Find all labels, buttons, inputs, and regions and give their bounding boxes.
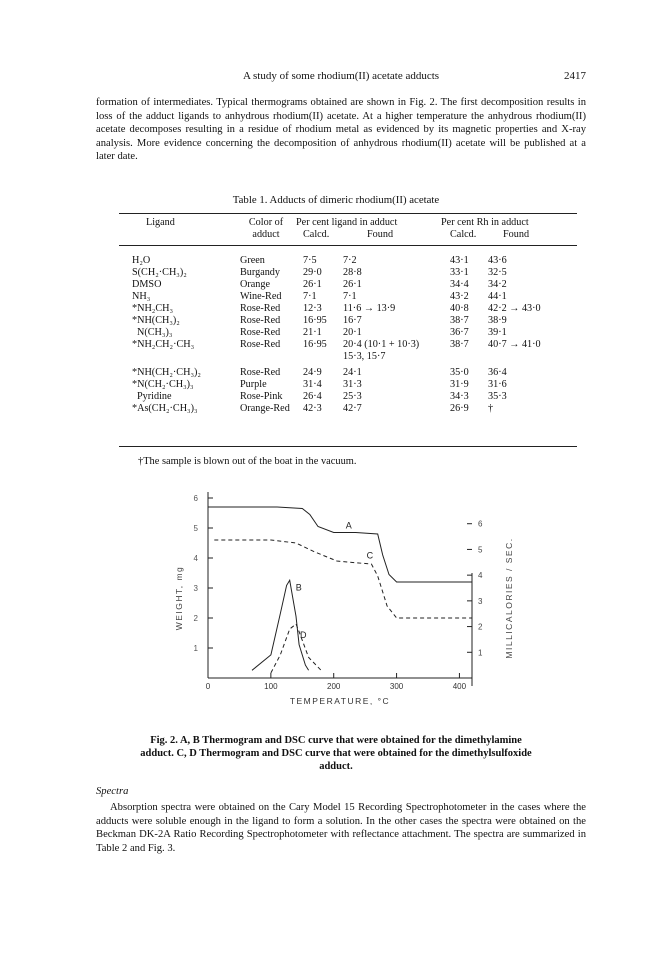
chart-axes (208, 492, 472, 686)
running-title: A study of some rhodium(II) acetate adducts (242, 70, 440, 82)
cell-color: Rose-Red (240, 327, 281, 338)
cell-ligand-calcd: 7·5 (303, 255, 317, 266)
cell-ligand-calcd: 42·3 (303, 403, 322, 414)
cell-ligand-calcd: 21·1 (303, 327, 322, 338)
cell-rh-calcd: 26·9 (450, 403, 469, 414)
cell-color: Rose-Red (240, 367, 281, 378)
cell-color: Wine-Red (240, 291, 282, 302)
cell-ligand: *NH(CH₂·CH₃)₂ (132, 367, 201, 378)
cell-ligand-found: 20·1 (343, 327, 362, 338)
table-bottom-rule (119, 446, 577, 447)
y-tick-label: 6 (193, 494, 198, 503)
cell-rh-calcd: 40·8 (450, 303, 469, 314)
header-rh-calcd: Calcd. (450, 229, 477, 240)
y2-tick-label: 5 (478, 545, 483, 555)
cell-ligand-calcd: 29·0 (303, 267, 322, 278)
cell-rh-calcd: 43·1 (450, 255, 469, 266)
thermogram-chart (170, 478, 530, 733)
cell-rh-calcd: 43·2 (450, 291, 469, 302)
figure-caption-line3: adduct. (319, 761, 353, 773)
figure-caption-line1: Fig. 2. A, B Thermogram and DSC curve that were obtained for the dimethylamine (150, 735, 522, 746)
cell-ligand-found: 28·8 (343, 267, 362, 278)
table-top-rule (119, 213, 577, 214)
x-tick-label: 300 (389, 682, 404, 691)
curve-b (252, 580, 309, 670)
cell-ligand: Pyridine (137, 391, 172, 402)
y2-tick-label: 6 (478, 519, 483, 529)
cell-ligand-calcd: 7·1 (303, 291, 317, 302)
y2-axis-title: MILLICALORIES / SEC. (504, 537, 514, 659)
x-tick-label: 400 (452, 682, 467, 691)
cell-ligand-calcd: 26·4 (303, 391, 322, 402)
cell-rh-found: 44·1 (488, 291, 507, 302)
cell-ligand-found: 24·1 (343, 367, 362, 378)
y-tick-label: 2 (193, 614, 198, 623)
cell-ligand: *NH₂CH₃ (132, 303, 174, 314)
header-ligand-found: Found (367, 229, 394, 240)
cell-rh-found: 43·6 (488, 255, 507, 266)
thermogram-figure (170, 478, 530, 733)
cell-rh-found: 31·6 (488, 379, 507, 390)
cell-ligand-found: 20·4 (10·1 + 10·3) (343, 339, 420, 350)
cell-rh-calcd: 34·4 (450, 279, 469, 290)
chart-curves (208, 507, 472, 673)
cell-color: Purple (240, 379, 267, 390)
cell-color: Rose-Red (240, 303, 281, 314)
chart-ticks (194, 494, 483, 691)
header-ligand-percent: Per cent ligand in adduct (296, 217, 398, 228)
cell-rh-found: 35·3 (488, 391, 507, 402)
curve-c (214, 540, 472, 618)
y-tick-label: 4 (193, 554, 198, 563)
cell-rh-found: † (488, 403, 494, 414)
cell-rh-calcd: 38·7 (450, 339, 469, 350)
cell-ligand: DMSO (132, 279, 162, 290)
cell-ligand-found: 11·6 → 13·9 (343, 303, 396, 314)
x-tick-label: 0 (205, 682, 211, 691)
cell-ligand-found: 7·2 (343, 255, 357, 266)
figure-caption-line2: adduct. C, D Thermogram and DSC curve that were obtained for the dimethylsulfoxide (140, 748, 532, 760)
y2-tick-label: 1 (478, 648, 483, 658)
cell-color: Rose-Red (240, 339, 281, 350)
cell-ligand: *As(CH₂·CH₃)₃ (132, 403, 198, 414)
y2-tick-label: 2 (478, 622, 483, 632)
cell-color: Orange (240, 279, 270, 290)
curve-d (271, 624, 321, 673)
cell-ligand-found: 26·1 (343, 279, 362, 290)
page-number: 2417 (564, 70, 586, 82)
table-caption: Table 1. Adducts of dimeric rhodium(II) acetate (232, 194, 440, 206)
series-label-d: D (300, 630, 307, 640)
cell-ligand-calcd: 26·1 (303, 279, 322, 290)
cell-color: Rose-Red (240, 315, 281, 326)
cell-rh-calcd: 33·1 (450, 267, 469, 278)
cell-ligand: *N(CH₂·CH₃)₃ (132, 379, 194, 390)
series-label-b: B (295, 582, 302, 593)
series-label-a: A (345, 520, 352, 531)
figure-caption (0, 734, 672, 774)
cell-ligand-calcd: 24·9 (303, 367, 322, 378)
table-header-rule (119, 245, 577, 246)
section-heading: Spectra (96, 786, 129, 797)
y-tick-label: 3 (193, 584, 198, 593)
header-rh-percent: Per cent Rh in adduct (441, 217, 529, 228)
cell-ligand-calcd: 16·95 (303, 339, 327, 350)
cell-rh-found: 42·2 → 43·0 (488, 303, 541, 314)
cell-rh-calcd: 36·7 (450, 327, 469, 338)
y2-tick-label: 4 (478, 571, 483, 581)
cell-ligand-found: 16·7 (343, 315, 362, 326)
table-footnote: †The sample is blown out of the boat in the vacuum. (138, 456, 357, 467)
x-tick-label: 200 (327, 682, 341, 691)
cell-ligand: *NH(CH₃)₂ (132, 315, 180, 326)
cell-color: Rose-Pink (240, 391, 283, 402)
cell-ligand: S(CH₂·CH₃)₂ (132, 267, 187, 278)
cell-rh-calcd: 34·3 (450, 391, 469, 402)
series-label-c: C (366, 550, 374, 561)
cell-ligand: N(CH₃)₃ (137, 327, 173, 338)
cell-color: Burgandy (240, 267, 280, 278)
cell-ligand-found: 31·3 (343, 379, 362, 390)
cell-rh-calcd: 35·0 (450, 367, 469, 378)
cell-color: Orange-Red (240, 403, 290, 414)
y2-tick-label: 3 (478, 596, 483, 606)
x-tick-label: 100 (264, 682, 278, 691)
cell-ligand: H₂O (132, 255, 151, 266)
cell-ligand-found: 25·3 (343, 391, 362, 402)
cell-rh-found: 36·4 (488, 367, 507, 378)
cell-ligand-calcd: 31·4 (303, 379, 322, 390)
section-paragraph: Absorption spectra were obtained on the Cary Model 15 Recording Spectrophotometer in the cases where the adducts were soluble enough in the ligand to form a solution. In the other cases the spectra were obtained on the Beckman DK-2A Ratio Recording Spectrophotometer with reflectance attachment. The spectra are summarized in Table 2 and Fig. 3. (96, 802, 586, 854)
cell-ligand-found: 7·1 (343, 291, 357, 302)
x-axis-title: TEMPERATURE, °C (289, 696, 391, 706)
y-tick-label: 1 (193, 644, 198, 653)
y-axis-title: WEIGHT, mg (174, 565, 184, 631)
intro-paragraph: formation of intermediates. Typical thermograms obtained are shown in Fig. 2. The first decomposition results in loss of the adduct ligands to anhydrous rhodium(II) acetate. At a higher temperature the anhydrous rhodium(II) acetate decomposes resulting in a residue of rhodium metal as evidenced by its magnetic properties and X-ray analysis. More evidence concerning the decomposition of anhydrous rhodium(II) acetate will be published at a later date. (96, 97, 586, 163)
cell-rh-calcd: 31·9 (450, 379, 469, 390)
cell-rh-calcd: 38·7 (450, 315, 469, 326)
header-color-line1: Color of (248, 217, 284, 228)
curve-a (208, 507, 472, 582)
header-ligand: Ligand (146, 217, 175, 228)
y-tick-label: 5 (193, 524, 198, 533)
header-color-line2: adduct (252, 229, 280, 240)
cell-rh-found: 38·9 (488, 315, 507, 326)
header-rh-found: Found (503, 229, 530, 240)
cell-ligand-calcd: 12·3 (303, 303, 322, 314)
cell-ligand: *NH₂CH₂·CH₃ (132, 339, 195, 350)
cell-ligand-calcd: 16·95 (303, 315, 327, 326)
cell-rh-found: 39·1 (488, 327, 507, 338)
header-ligand-calcd: Calcd. (303, 229, 330, 240)
cell-ligand-found: 42·7 (343, 403, 362, 414)
cell-color: Green (240, 255, 265, 266)
cell-rh-found: 40·7 → 41·0 (488, 339, 541, 350)
cell-ligand-found-extra: 15·3, 15·7 (343, 351, 386, 362)
cell-ligand: NH₃ (132, 291, 151, 302)
cell-rh-found: 32·5 (488, 267, 507, 278)
cell-rh-found: 34·2 (488, 279, 507, 290)
